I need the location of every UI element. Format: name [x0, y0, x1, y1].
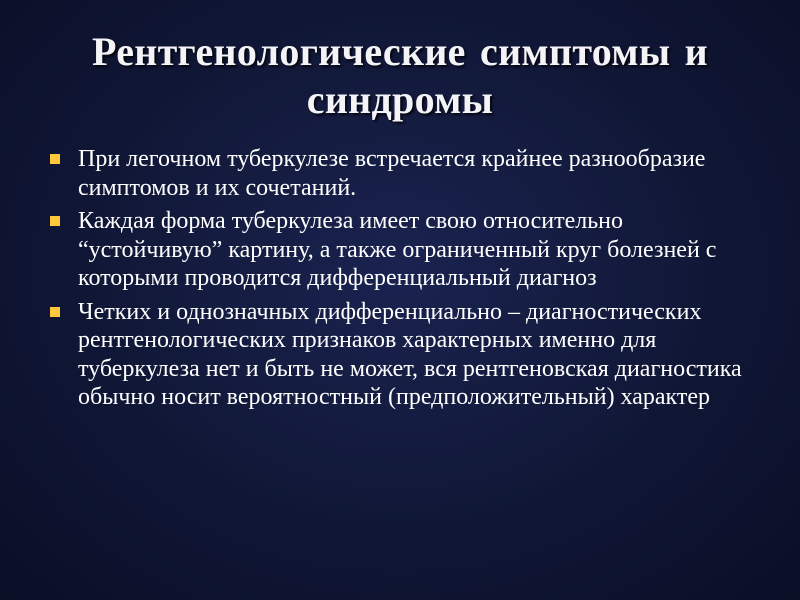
square-bullet-icon: [50, 154, 60, 164]
slide-title: Рентгенологические симптомы и синдромы: [92, 29, 708, 122]
bullet-item-2: [48, 207, 748, 293]
bullet-list: [48, 145, 748, 417]
square-bullet-icon: [50, 307, 60, 317]
bullet-item-1: [48, 145, 748, 202]
bullet-text: Каждая форма туберкулеза имеет свою относительно “устойчивую” картину, а также ограниченный круг болезней с которыми проводится дифференциальный диагноз: [78, 208, 717, 291]
bullet-text: При легочном туберкулезе встречается крайнее разнообразие симптомов и их сочетаний.: [78, 146, 706, 201]
bullet-text: Четких и однозначных дифференциально – диагностических рентгенологических признаков характерных именно для туберкулеза нет и быть не может, вся рентгеновская диагностика обычно носит вероятностный (предположительный) характер: [78, 298, 742, 410]
square-bullet-icon: [50, 216, 60, 226]
bullet-item-3: [48, 298, 748, 412]
